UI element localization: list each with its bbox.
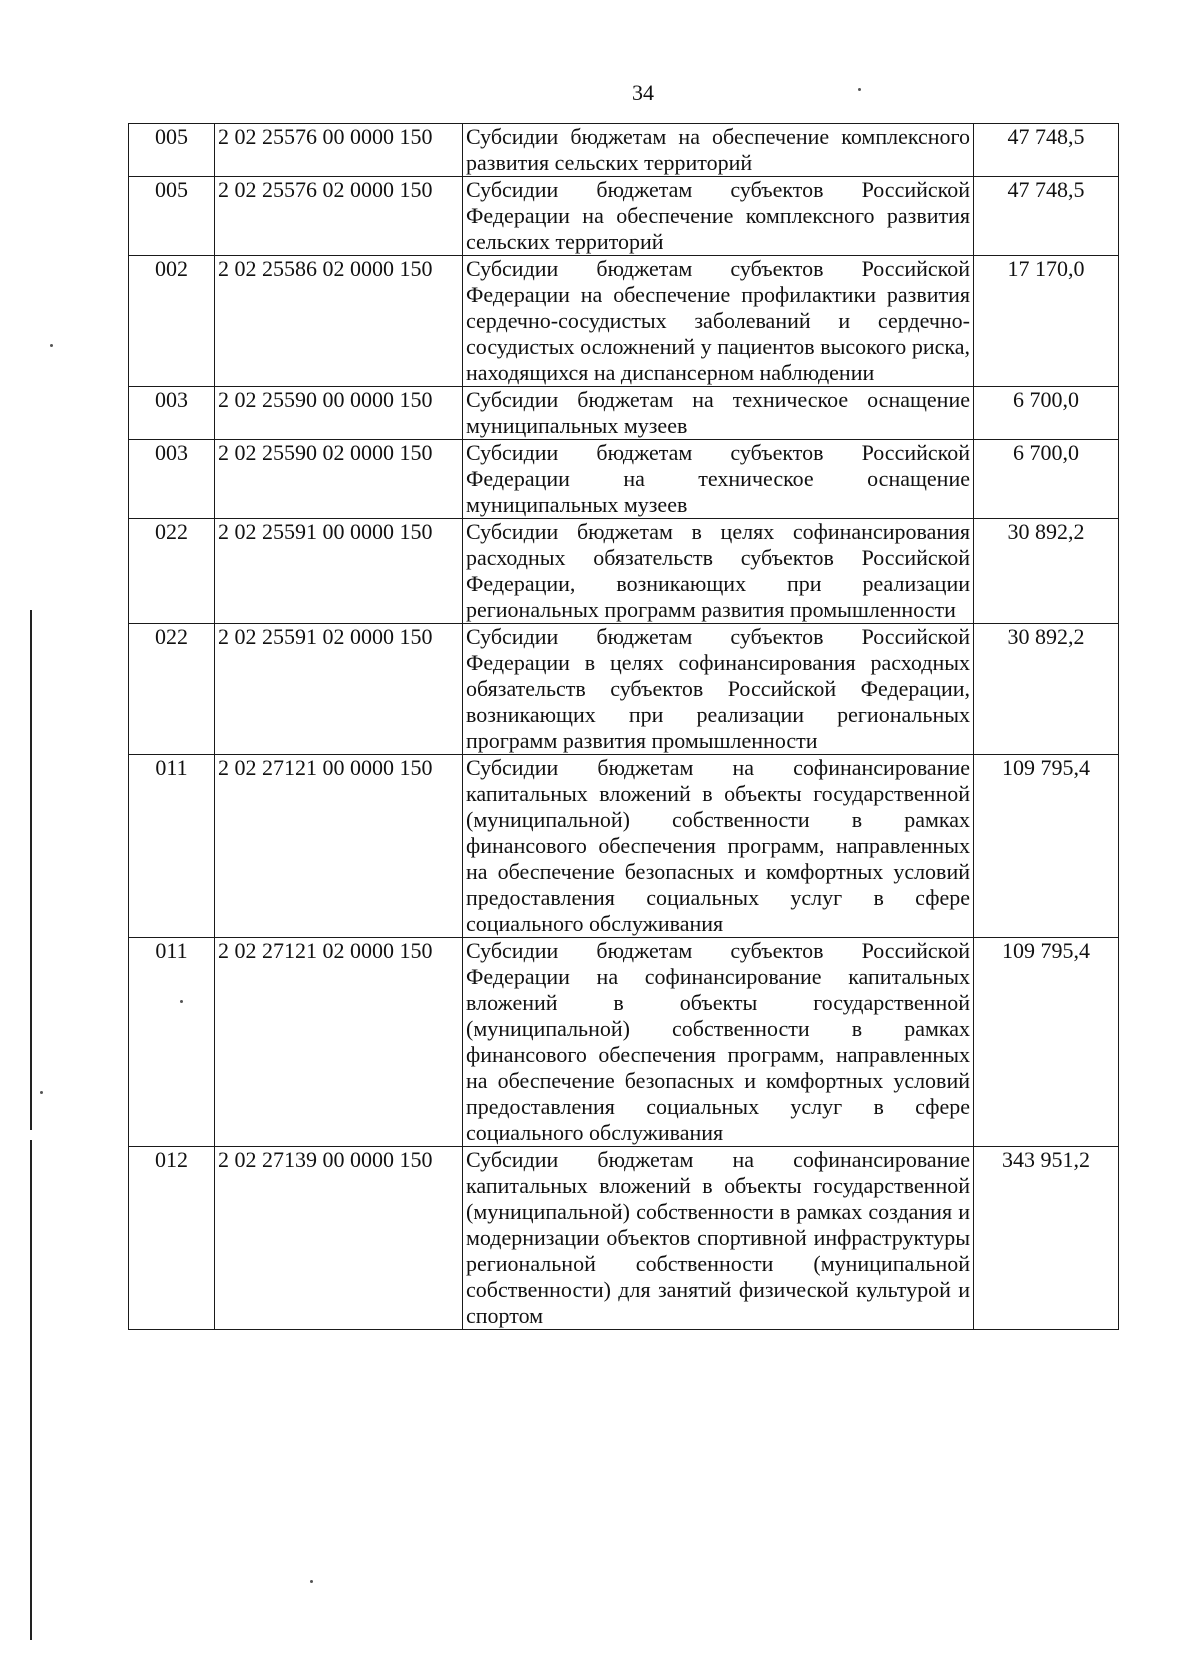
kbk-code-cell: 2 02 25591 00 0000 150 — [215, 519, 463, 624]
kbk-code-cell: 2 02 25576 02 0000 150 — [215, 177, 463, 256]
table-row — [129, 177, 1119, 256]
admin-code-cell: 003 — [129, 440, 215, 519]
admin-code-cell: 011 — [129, 755, 215, 938]
description-cell: Субсидии бюджетам субъектов Российской Федерации на софинансирование капитальных вложений в объекты государственной (муниципальной) собственности в рамках финансового обеспечения программ, направленных на обеспечение безопасных и комфортных условий предоставления социальных услуг в сфере социального обслуживания — [463, 938, 974, 1147]
description-cell: Субсидии бюджетам в целях софинансирования расходных обязательств субъектов Российской Федерации, возникающих при реализации региональных программ развития промышленности — [463, 519, 974, 624]
scan-speck — [50, 344, 53, 347]
kbk-code-cell: 2 02 27139 00 0000 150 — [215, 1147, 463, 1330]
amount-cell: 47 748,5 — [974, 124, 1119, 177]
admin-code-cell: 011 — [129, 938, 215, 1147]
description-cell: Субсидии бюджетам на обеспечение комплексного развития сельских территорий — [463, 124, 974, 177]
kbk-code-cell: 2 02 25590 02 0000 150 — [215, 440, 463, 519]
table-row — [129, 755, 1119, 938]
kbk-code-cell: 2 02 27121 00 0000 150 — [215, 755, 463, 938]
table-row — [129, 1147, 1119, 1330]
admin-code-cell: 002 — [129, 256, 215, 387]
scan-speck — [310, 1580, 313, 1583]
budget-subsidies-table — [128, 123, 1119, 1330]
kbk-code-cell: 2 02 25591 02 0000 150 — [215, 624, 463, 755]
table-body — [129, 124, 1119, 1330]
amount-cell: 47 748,5 — [974, 177, 1119, 256]
description-cell: Субсидии бюджетам субъектов Российской Федерации на обеспечение профилактики развития сердечно-сосудистых заболеваний и сердечно-сосудистых осложнений у пациентов высокого риска, находящихся на диспансерном наблюдении — [463, 256, 974, 387]
table-row — [129, 440, 1119, 519]
kbk-code-cell: 2 02 25576 00 0000 150 — [215, 124, 463, 177]
amount-cell: 30 892,2 — [974, 624, 1119, 755]
table-row — [129, 387, 1119, 440]
margin-rule-upper — [30, 610, 32, 1130]
amount-cell: 17 170,0 — [974, 256, 1119, 387]
margin-rule-lower — [30, 1140, 32, 1640]
description-cell: Субсидии бюджетам на софинансирование капитальных вложений в объекты государственной (муниципальной) собственности в рамках финансового обеспечения программ, направленных на обеспечение безопасных и комфортных условий предоставления социальных услуг в сфере социального обслуживания — [463, 755, 974, 938]
amount-cell: 343 951,2 — [974, 1147, 1119, 1330]
admin-code-cell: 022 — [129, 519, 215, 624]
page-number: 34 — [632, 80, 654, 105]
admin-code-cell: 022 — [129, 624, 215, 755]
scan-speck — [858, 88, 861, 91]
description-cell: Субсидии бюджетам на техническое оснащение муниципальных музеев — [463, 387, 974, 440]
description-cell: Субсидии бюджетам на софинансирование капитальных вложений в объекты государственной (муниципальной) собственности в рамках создания и модернизации объектов спортивной инфраструктуры региональной собственности (муниципальной собственности) для занятий физической культурой и спортом — [463, 1147, 974, 1330]
admin-code-cell: 005 — [129, 124, 215, 177]
table-row — [129, 519, 1119, 624]
description-cell: Субсидии бюджетам субъектов Российской Федерации в целях софинансирования расходных обязательств субъектов Российской Федерации, возникающих при реализации региональных программ развития промышленности — [463, 624, 974, 755]
amount-cell: 6 700,0 — [974, 440, 1119, 519]
amount-cell: 6 700,0 — [974, 387, 1119, 440]
description-cell: Субсидии бюджетам субъектов Российской Федерации на техническое оснащение муниципальных музеев — [463, 440, 974, 519]
amount-cell: 109 795,4 — [974, 938, 1119, 1147]
scan-speck — [40, 1091, 43, 1094]
kbk-code-cell: 2 02 25586 02 0000 150 — [215, 256, 463, 387]
admin-code-cell: 012 — [129, 1147, 215, 1330]
table-row — [129, 938, 1119, 1147]
admin-code-cell: 003 — [129, 387, 215, 440]
admin-code-cell: 005 — [129, 177, 215, 256]
table-row — [129, 124, 1119, 177]
description-cell: Субсидии бюджетам субъектов Российской Федерации на обеспечение комплексного развития сельских территорий — [463, 177, 974, 256]
table-row — [129, 256, 1119, 387]
table-row — [129, 624, 1119, 755]
kbk-code-cell: 2 02 27121 02 0000 150 — [215, 938, 463, 1147]
kbk-code-cell: 2 02 25590 00 0000 150 — [215, 387, 463, 440]
amount-cell: 109 795,4 — [974, 755, 1119, 938]
amount-cell: 30 892,2 — [974, 519, 1119, 624]
